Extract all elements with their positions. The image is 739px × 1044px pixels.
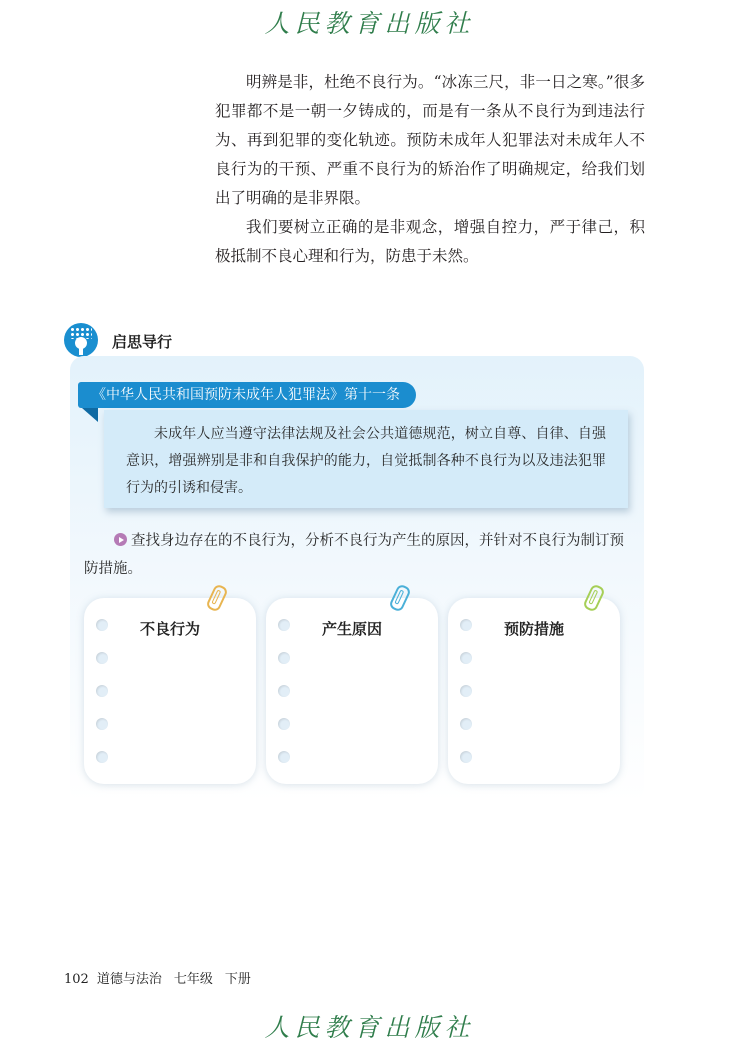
binder-hole bbox=[278, 685, 290, 697]
law-text: 未成年人应当遵守法律法规及社会公共道德规范，树立自尊、自律、自强意识，增强辨别是非和自我保护的能力，自觉抵制各种不良行为以及违法犯罪行为的引诱和侵害。 bbox=[126, 426, 606, 496]
body-paragraph: 明辨是非，杜绝不良行为。“冰冻三尺，非一日之寒。”很多犯罪都不是一朝一夕铸成的，而是有一条从不良行为到违法行为、再到犯罪的变化轨迹。预防未成年人犯罪法对未成年人不良行为的干预、严重不良行为的矫治作了明确规定，给我们划出了明确的是非界限。 bbox=[215, 73, 645, 207]
binder-hole bbox=[278, 718, 290, 730]
page-number: 102 bbox=[64, 972, 89, 987]
card-bad-behavior bbox=[84, 598, 256, 784]
binder-hole bbox=[460, 718, 472, 730]
body-text bbox=[215, 68, 645, 271]
task-text: 查找身边存在的不良行为，分析不良行为产生的原因，并针对不良行为制订预防措施。 bbox=[84, 533, 624, 577]
page-footer bbox=[64, 968, 251, 987]
card-title: 预防措施 bbox=[503, 620, 564, 638]
binder-hole bbox=[278, 652, 290, 664]
section-title: 启思导行 bbox=[112, 333, 173, 351]
play-arrow-icon bbox=[114, 533, 127, 546]
book-grade: 七年级 bbox=[173, 972, 213, 987]
binder-hole bbox=[96, 619, 108, 631]
publisher-footer: 人民教育出版社 bbox=[264, 1013, 475, 1042]
publisher-header: 人民教育出版社 bbox=[264, 9, 475, 38]
book-subject: 道德与法治 bbox=[96, 972, 162, 987]
law-quote-box bbox=[104, 410, 628, 508]
binder-hole bbox=[460, 685, 472, 697]
card-prevention bbox=[448, 598, 620, 784]
binder-hole bbox=[96, 685, 108, 697]
binder-hole bbox=[96, 751, 108, 763]
card-title: 产生原因 bbox=[321, 620, 382, 638]
binder-hole bbox=[460, 619, 472, 631]
tag-fold bbox=[82, 408, 98, 422]
book-volume: 下册 bbox=[224, 972, 251, 987]
binder-hole bbox=[278, 751, 290, 763]
law-title-tag: 《中华人民共和国预防未成年人犯罪法》第十一条 bbox=[78, 382, 416, 408]
thinking-head-icon bbox=[64, 323, 98, 357]
body-paragraph: 我们要树立正确的是非观念，增强自控力，严于律己，积极抵制不良心理和行为，防患于未然。 bbox=[215, 218, 645, 265]
binder-hole bbox=[460, 652, 472, 664]
binder-hole bbox=[96, 652, 108, 664]
binder-hole bbox=[96, 718, 108, 730]
binder-hole bbox=[460, 751, 472, 763]
binder-hole bbox=[278, 619, 290, 631]
task-instruction bbox=[84, 527, 632, 583]
card-title: 不良行为 bbox=[139, 620, 200, 638]
card-causes bbox=[266, 598, 438, 784]
